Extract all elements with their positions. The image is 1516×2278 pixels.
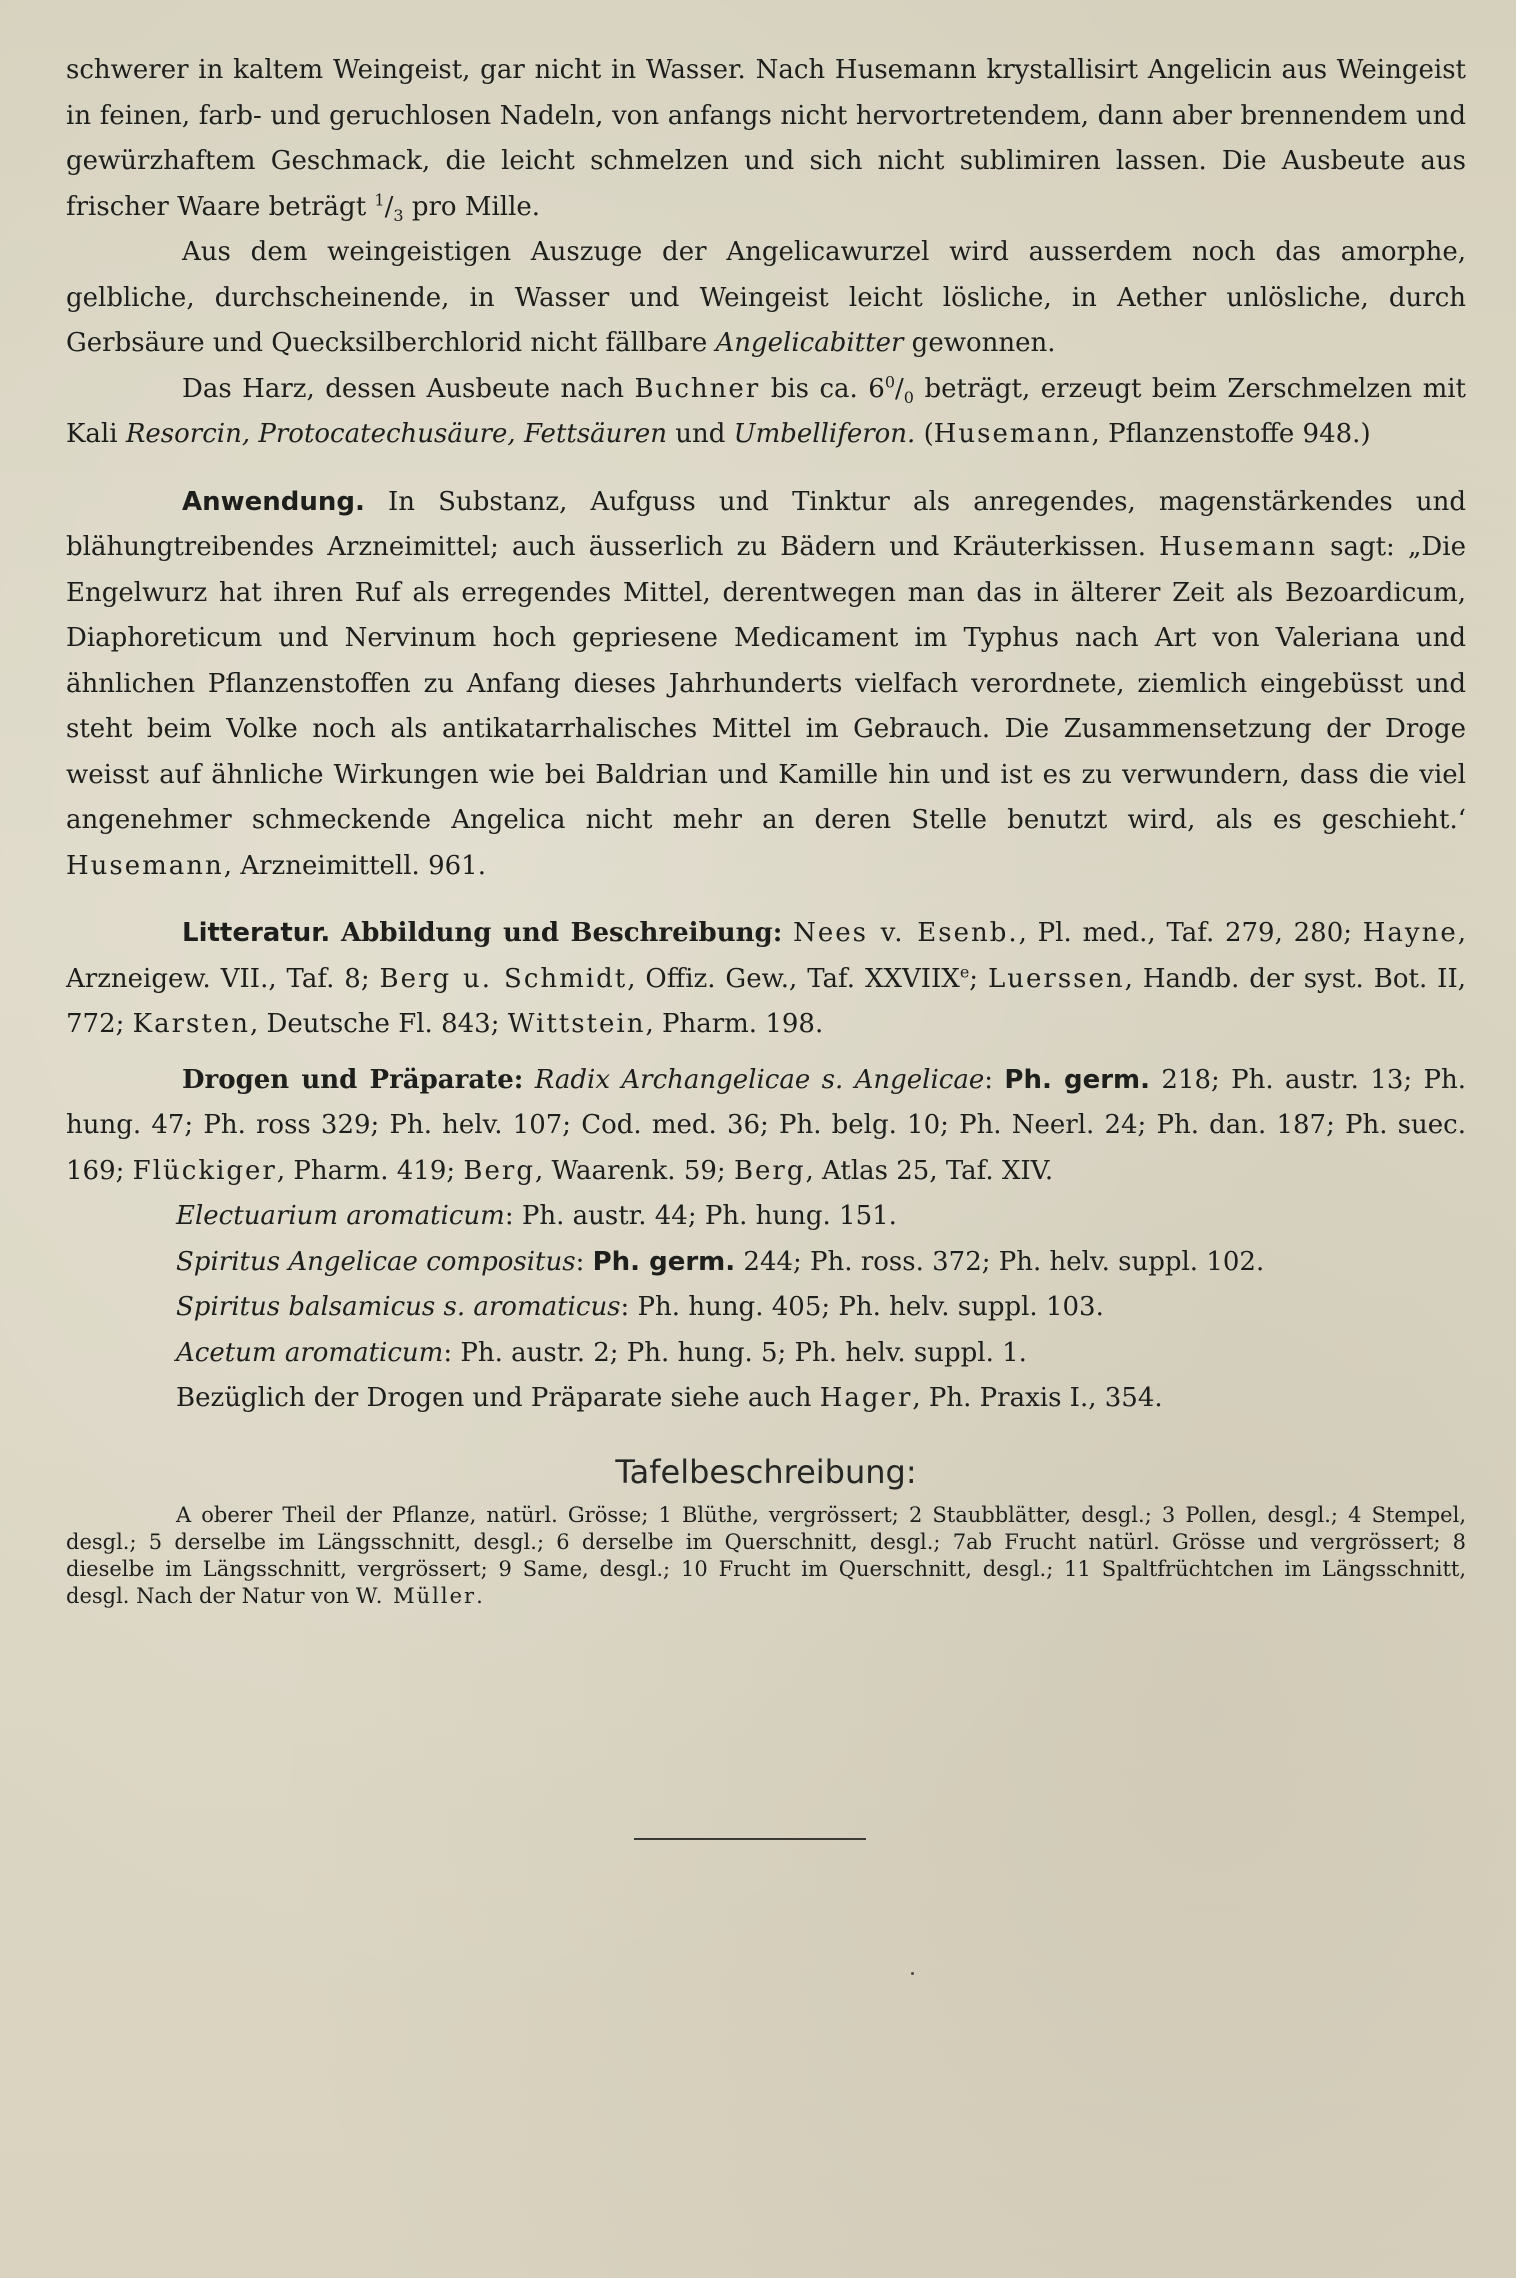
section-heading-anwendung: Anwendung. <box>182 486 365 517</box>
section-litteratur: Litteratur. Abbildung und Beschreibung: Nees v. Esenb., Pl. med., Taf. 279, 280; Hayne, Arzneigew. VII., Taf. 8; Berg u. Schmidt, Offiz. Gew., Taf. XXVIIXe; Luerssen, Handb. der syst. Bot. II, 772; Karsten, Deutsche Fl. 843; Wittstein, Pharm. 198. <box>66 918 1467 1039</box>
section-heading-litteratur: Litteratur. <box>182 918 331 948</box>
section-anwendung: Anwendung. In Substanz, Aufguss und Tinktur als anregendes, magenstärkendes und blähungtreibendes Arzneimittel; auch äusserlich zu Bädern und Kräuterkissen. Husemann sagt: „Die Engelwurz hat ihren Ruf als erregendes Mittel, derentwegen man das in älterer Zeit als Bezoardicum, Diaphoreticum und Nervinum hoch gepriesene Medicament im Typhus nach Art von Valeriana und ähnlichen Pflanzenstoffen zu Anfang dieses Jahrhunderts vielfach verordnete, ziemlich eingebüsst und steht beim Volke noch als antikatarrhalisches Mittel im Gebrauch. Die Zusammensetzung der Droge weisst auf ähnliche Wirkungen wie bei Baldrian und Kamille hin und ist es zu verwundern, dass die viel angenehmer schmeckende Angelica nicht mehr an deren Stelle benutzt wird, als es geschieht.‘ Husemann, Arzneimittell. 961. <box>66 486 1466 881</box>
section-divider-rule <box>634 1838 866 1840</box>
section-drogen: Drogen und Präparate: Radix Archangelicae s. Angelicae: Ph. germ. 218; Ph. austr. 13; Ph. hung. 47; Ph. ross 329; Ph. helv. 107; Cod. med. 36; Ph. belg. 10; Ph. Neerl. 24; Ph. dan. 187; Ph. suec. 169; Flückiger, Pharm. 419; Berg, Waarenk. 59; Berg, Atlas 25, Taf. XIV. <box>66 1064 1467 1186</box>
paragraph-angelicabitter: Aus dem weingeistigen Auszuge der Angelicawurzel wird ausserdem noch das amorphe, gelbliche, durchscheinende, in Wasser und Weingeist leicht lösliche, in Aether unlösliche, durch Gerbsäure und Quecksilberchlorid nicht fällbare Angelicabitter gewonnen. <box>66 237 1466 358</box>
preparation-acetum: Acetum aromaticum: Ph. austr. 2; Ph. hung. 5; Ph. helv. suppl. 1. <box>176 1337 1027 1368</box>
document-body <box>66 48 1466 1610</box>
section-heading-drogen: Drogen und Präparate: <box>182 1064 524 1095</box>
preparation-spiritus-balsamicus: Spiritus balsamicus s. aromaticus: Ph. hung. 405; Ph. helv. suppl. 103. <box>176 1292 1104 1322</box>
preparation-spiritus-angelicae: Spiritus Angelicae compositus: Ph. germ. 244; Ph. ross. 372; Ph. helv. suppl. 102. <box>176 1246 1265 1277</box>
paragraph-harz: Das Harz, dessen Ausbeute nach Buchner bis ca. $6^0/_0$ beträgt, erzeugt beim Zerschmelzen mit Kali Resorcin, Protocatechusäure, Fettsäuren und Umbelliferon. (Husemann, Pflanzenstoffe 948.) <box>66 371 1466 449</box>
preparation-hager-note: Bezüglich der Drogen und Präparate siehe auch Hager, Ph. Praxis I., 354. <box>176 1383 1163 1413</box>
page-speck <box>911 1972 914 1975</box>
fraction-denominator: 3 <box>393 205 404 225</box>
preparation-electuarium: Electuarium aromaticum: Ph. austr. 44; Ph. hung. 151. <box>176 1201 897 1231</box>
tafel-title: Tafelbeschreibung: <box>615 1452 917 1491</box>
paragraph-angelicin: schwerer in kaltem Weingeist, gar nicht in Wasser. Nach Husemann krystallisirt Angelicin aus Weingeist in feinen, farb- und geruchlosen Nadeln, von anfangs nicht hervortretendem, dann aber brennendem und gewürzhaftem Geschmack, die leicht schmelzen und sich nicht sublimiren lassen. Die Ausbeute aus frischer Waare beträgt $^1/_3$ pro Mille. <box>66 55 1466 225</box>
fraction-numerator: 1 <box>374 189 385 209</box>
tafel-description: A oberer Theil der Pflanze, natürl. Grösse; 1 Blüthe, vergrössert; 2 Staubblätter, desgl.; 3 Pollen, desgl.; 4 Stempel, desgl.; 5 derselbe im Längsschnitt, desgl.; 6 derselbe im Querschnitt, desgl.; 7ab Frucht natürl. Grösse und vergrössert; 8 dieselbe im Längsschnitt, vergrössert; 9 Same, desgl.; 10 Frucht im Querschnitt, desgl.; 11 Spaltfrüchtchen im Längsschnitt, desgl. Nach der Natur von W. Müller. <box>66 1502 1466 1608</box>
